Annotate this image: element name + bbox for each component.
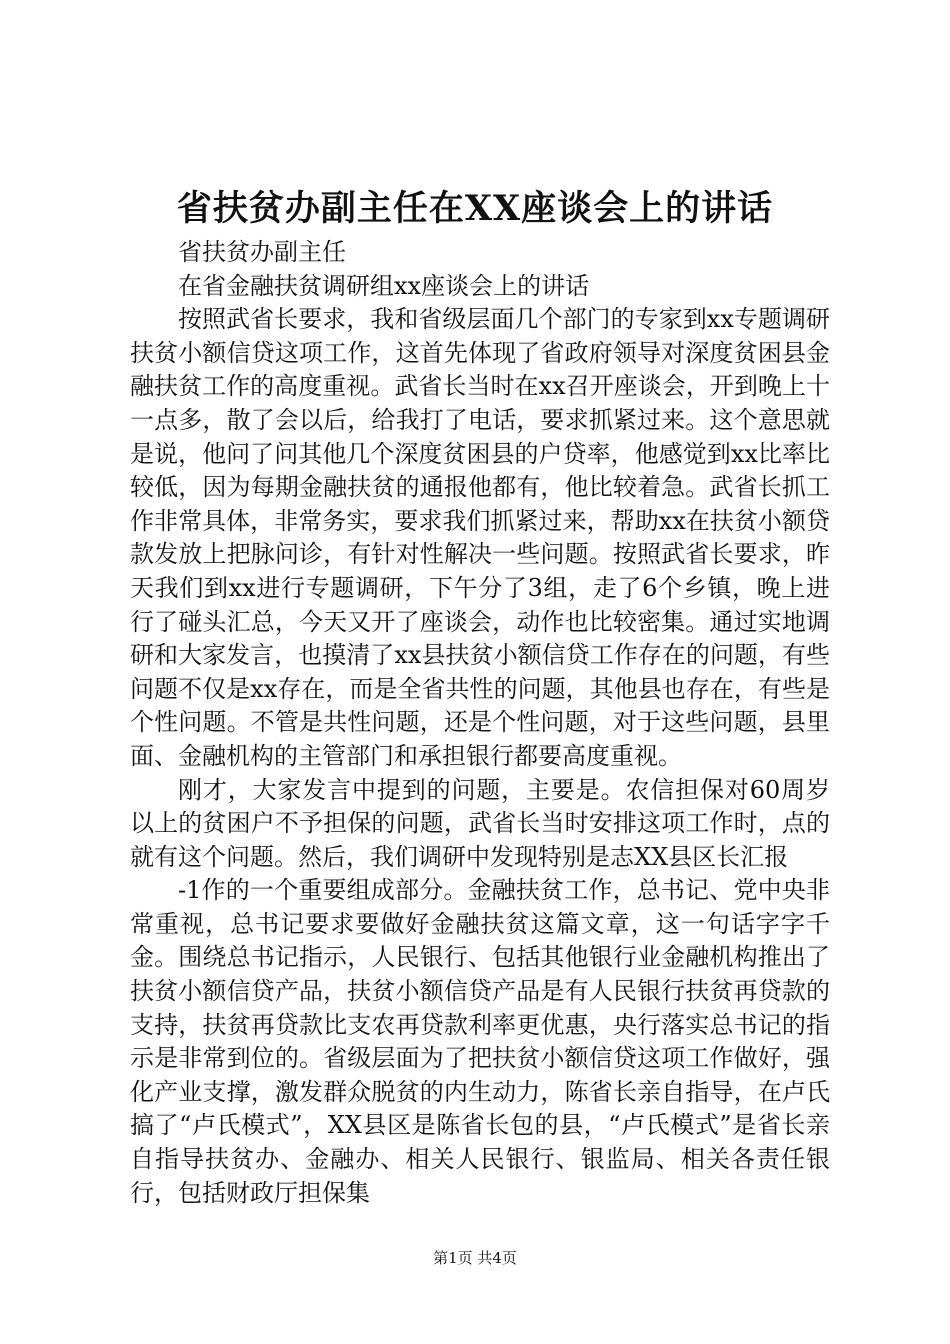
paragraph-body: 刚才，大家发言中提到的问题，主要是。农信担保对60周岁以上的贫困户不予担保的问题，武省长当时安排这项工作时，点的就有这个问题。然后，我们调研中发现特别是志XX县区长汇报 (130, 775, 830, 871)
paragraph-body: 按照武省长要求，我和省级层面几个部门的专家到xx专题调研扶贫小额信贷这项工作，这首先体现了省政府领导对深度贫困县金融扶贫工作的高度重视。武省长当时在xx召开座谈会，开到晚上十一点多，散了会以后，给我打了电话，要求抓紧过来。这个意思就是说，他问了问其他几个深度贫困县的户贷率，他感觉到xx比率比较低，因为每期金融扶贫的通报他都有，他比较着急。武省长抓工作非常具体，非常务实，要求我们抓紧过来，帮助xx在扶贫小额贷款发放上把脉问诊，有针对性解决一些问题。按照武省长要求，昨天我们到xx进行专题调研，下午分了3组，走了6个乡镇，晚上进行了碰头汇总，今天又开了座谈会，动作也比较密集。通过实地调研和大家发言，也摸清了xx县扶贫小额信贷工作存在的问题，有些问题不仅是xx存在，而是全省共性的问题，其他县也存在，有些是个性问题。不管是共性问题，还是个性问题，对于这些问题，县里面、金融机构的主管部门和承担银行都要高度重视。 (130, 305, 830, 770)
page-footer: 第1页 共4页 (433, 1249, 517, 1267)
document-body (130, 236, 830, 1210)
paragraph-body: -1作的一个重要组成部分。金融扶贫工作，总书记、党中央非常重视，总书记要求要做好金融扶贫这篇文章，这一句话字字千金。围绕总书记指示，人民银行、包括其他银行业金融机构推出了扶贫小额信贷产品，扶贫小额信贷产品是有人民银行扶贫再贷款的支持，扶贫再贷款比支农再贷款利率更优惠，央行落实总书记的指示是非常到位的。省级层面为了把扶贫小额信贷这项工作做好，强化产业支撑，激发群众脱贫的内生动力，陈省长亲自指导，在卢氏搞了“卢氏模式”，XX县区是陈省长包的县，“卢氏模式”是省长亲自指导扶贫办、金融办、相关人民银行、银监局、相关各责任银行，包括财政厅担保集 (130, 876, 830, 1207)
document-title: 省扶贫办副主任在XX座谈会上的讲话 (176, 188, 774, 229)
paragraph-occasion: 在省金融扶贫调研组xx座谈会上的讲话 (178, 271, 590, 300)
paragraph-speaker: 省扶贫办副主任 (178, 238, 346, 266)
